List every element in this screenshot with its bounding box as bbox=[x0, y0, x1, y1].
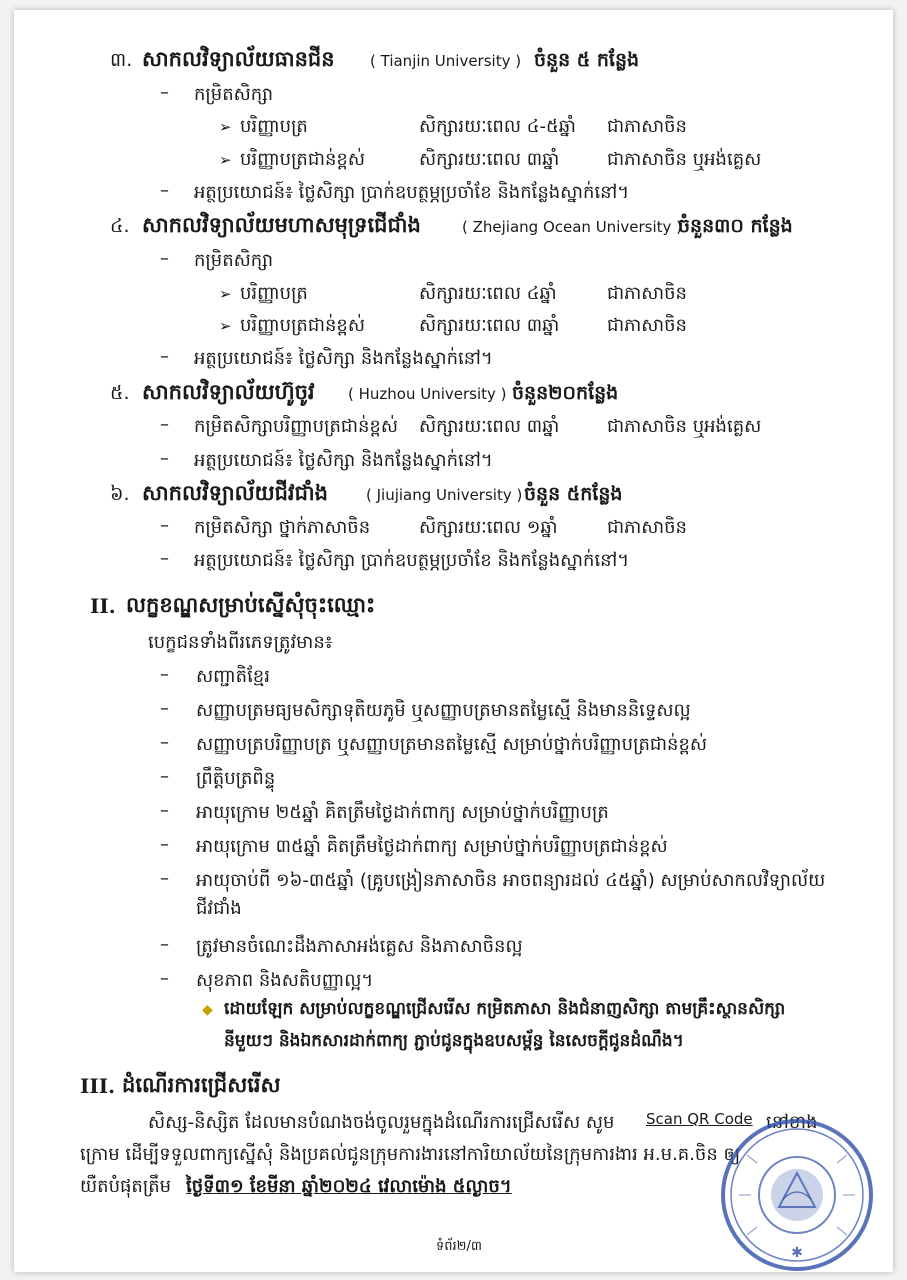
svg-text:✱: ✱ bbox=[791, 1245, 803, 1261]
uni4-row1-lang: ជាភាសាចិន bbox=[607, 283, 687, 304]
uni3-benefit: អត្ថប្រយោជន៍៖ ថ្លៃសិក្សា ប្រាក់ឧបត្ថម្ភប្រចាំខែ និងកន្លែងស្នាក់នៅ។ bbox=[194, 182, 630, 203]
uni3-row1-degree: បរិញ្ញាបត្រ bbox=[240, 116, 308, 137]
dash: – bbox=[160, 834, 169, 855]
section3-line1-c: នៅខាង bbox=[766, 1112, 818, 1133]
uni3-row1-lang: ជាភាសាចិន bbox=[607, 116, 687, 137]
section3-line1-a: សិស្ស-និស្សិត ដែលមានបំណងចង់ចូលរួមក្នុងដំណើរការជ្រើសរើស សូម bbox=[148, 1112, 615, 1133]
uni4-row1-degree: បរិញ្ញាបត្រ bbox=[240, 283, 308, 304]
dash: – bbox=[160, 766, 169, 787]
requirement-item: ត្រូវមានចំណេះដឹងភាសាអង់គ្លេស និងភាសាចិនល្អ bbox=[196, 936, 523, 957]
dash: – bbox=[160, 968, 169, 989]
dash: – bbox=[160, 82, 169, 103]
section2-title: លក្ខខណ្ឌសម្រាប់ស្នើសុំចុះឈ្មោះ bbox=[126, 593, 376, 617]
section3-line3-a: យឺតបំផុតត្រឹម bbox=[80, 1176, 172, 1197]
uni4-row1-duration: សិក្សារយៈពេល ៤ឆ្នាំ bbox=[419, 283, 557, 304]
uni5-name: សាកលវិទ្យាល័យហ៊ូចូវ bbox=[142, 380, 315, 404]
uni5-level-lang: ជាភាសាចិន ឬអង់គ្លេស bbox=[607, 416, 762, 437]
uni4-row2-duration: សិក្សារយៈពេល ៣ឆ្នាំ bbox=[419, 315, 560, 336]
document-page bbox=[14, 10, 893, 1272]
arrow-bullet-icon: ➢ bbox=[219, 317, 232, 335]
uni5-benefit: អត្ថប្រយោជន៍៖ ថ្លៃសិក្សា និងកន្លែងស្នាក់នៅ។ bbox=[194, 450, 493, 471]
uni3-name: សាកលវិទ្យាល័យធានជីន bbox=[142, 47, 335, 71]
arrow-bullet-icon: ➢ bbox=[219, 151, 232, 169]
uni6-level-label: កម្រិតសិក្សា ថ្នាក់ភាសាចិន bbox=[194, 517, 371, 538]
uni6-latin: ( Jiujiang University ) bbox=[366, 486, 523, 504]
uni4-number: ៤. bbox=[110, 215, 130, 237]
note-line-1: ដោយឡែក សម្រាប់លក្ខខណ្ឌជ្រើសរើស កម្រិតភាសា និងជំនាញសិក្សា តាមគ្រឹះស្ថានសិក្សា bbox=[224, 999, 786, 1019]
scan-qr-code-link[interactable]: Scan QR Code bbox=[646, 1110, 753, 1128]
section3-number: III. bbox=[80, 1074, 116, 1098]
uni3-row2-duration: សិក្សារយៈពេល ៣ឆ្នាំ bbox=[419, 149, 560, 170]
requirement-item: សុខភាព និងសតិបញ្ញាល្អ។ bbox=[196, 970, 374, 991]
uni5-level-duration: សិក្សារយៈពេល ៣ឆ្នាំ bbox=[419, 416, 560, 437]
deadline: ថ្ងៃទី៣១ ខែមីនា ឆ្នាំ២០២៤ វេលាម៉ោង ៥ល្ងាច។ bbox=[186, 1176, 512, 1197]
section2-number: II. bbox=[90, 594, 116, 618]
requirement-item: អាយុចាប់ពី ១៦-៣៥ឆ្នាំ (គ្រូបង្រៀនភាសាចិន អាចពន្យារដល់ ៤៥ឆ្នាំ) សម្រាប់សាកលវិទ្យាល័យ bbox=[196, 870, 826, 891]
uni6-count: ចំនួន ៥កន្លែង bbox=[524, 483, 623, 505]
requirement-item: សញ្ជាតិខ្មែរ bbox=[196, 666, 270, 687]
dash: – bbox=[160, 732, 169, 753]
note-bullet-icon: ◆ bbox=[202, 1002, 213, 1018]
dash: – bbox=[160, 515, 169, 536]
dash: – bbox=[160, 934, 169, 955]
uni3-number: ៣. bbox=[110, 49, 133, 71]
section2-intro: បេក្ខជនទាំងពីរភេទត្រូវមាន៖ bbox=[148, 632, 333, 653]
requirement-item: ព្រឹត្តិបត្រពិន្ទុ bbox=[196, 768, 276, 789]
page-number: ទំព័រ២/៣ bbox=[436, 1239, 482, 1254]
requirement-item-continued: ជីវជាំង bbox=[196, 898, 242, 919]
dash: – bbox=[160, 448, 169, 469]
uni5-number: ៥. bbox=[110, 382, 130, 404]
uni6-level-lang: ជាភាសាចិន bbox=[607, 517, 687, 538]
arrow-bullet-icon: ➢ bbox=[219, 118, 232, 136]
uni4-benefit: អត្ថប្រយោជន៍៖ ថ្លៃសិក្សា និងកន្លែងស្នាក់នៅ។ bbox=[194, 348, 493, 369]
arrow-bullet-icon: ➢ bbox=[219, 285, 232, 303]
section3-title: ដំណើរការជ្រើសរើស bbox=[122, 1073, 281, 1097]
uni4-latin: ( Zhejiang Ocean University ) bbox=[462, 218, 682, 236]
uni3-latin: ( Tianjin University ) bbox=[370, 52, 522, 70]
uni4-row2-degree: បរិញ្ញាបត្រជាន់ខ្ពស់ bbox=[240, 315, 365, 336]
dash: – bbox=[160, 698, 169, 719]
uni3-count: ចំនួន ៥ កន្លែង bbox=[534, 49, 640, 71]
official-stamp-icon bbox=[717, 1115, 877, 1275]
note-line-2: នីមួយៗ និងឯកសារដាក់ពាក្យ ភ្ជាប់ជូនក្នុងឧបសម្ព័ន្ធ នៃសេចក្តីជូនដំណឹង។ bbox=[224, 1031, 684, 1051]
uni4-name: សាកលវិទ្យាល័យមហាសមុទ្រជើជាំង bbox=[142, 213, 421, 237]
dash: – bbox=[160, 548, 169, 569]
requirement-item: សញ្ញាបត្របរិញ្ញាបត្រ ឬសញ្ញាបត្រមានតម្លៃស្មើ សម្រាប់ថ្នាក់បរិញ្ញាបត្រជាន់ខ្ពស់ bbox=[196, 734, 708, 755]
uni5-level-label: កម្រិតសិក្សាបរិញ្ញាបត្រជាន់ខ្ពស់ bbox=[194, 416, 398, 437]
dash: – bbox=[160, 664, 169, 685]
dash: – bbox=[160, 800, 169, 821]
dash: – bbox=[160, 180, 169, 201]
dash: – bbox=[160, 248, 169, 269]
uni4-count: ចំនួន៣០ កន្លែង bbox=[678, 215, 793, 237]
uni3-row1-duration: សិក្សារយៈពេល ៤-៥ឆ្នាំ bbox=[419, 116, 576, 137]
requirement-item: សញ្ញាបត្រមធ្យមសិក្សាទុតិយភូមិ ឬសញ្ញាបត្រមានតម្លៃស្មើ និងមាននិទ្ទេសល្អ bbox=[196, 700, 691, 721]
uni4-level-label: កម្រិតសិក្សា bbox=[194, 250, 274, 271]
uni5-count: ចំនួន២០កន្លែង bbox=[512, 382, 619, 404]
section3-line2: ក្រោម ដើម្បីទទួលពាក្យស្នើសុំ និងប្រគល់ជូនក្រុមការងារនៅការិយាល័យនៃក្រុមការងារ អ.ម.គ.ចិន ឲ្យ bbox=[80, 1144, 741, 1165]
uni6-level-duration: សិក្សារយៈពេល ១ឆ្នាំ bbox=[419, 517, 558, 538]
requirement-item: អាយុក្រោម ២៥ឆ្នាំ គិតត្រឹមថ្ងៃដាក់ពាក្យ សម្រាប់ថ្នាក់បរិញ្ញាបត្រ bbox=[196, 802, 609, 823]
uni3-row2-degree: បរិញ្ញាបត្រជាន់ខ្ពស់ bbox=[240, 149, 365, 170]
dash: – bbox=[160, 346, 169, 367]
requirement-item: អាយុក្រោម ៣៥ឆ្នាំ គិតត្រឹមថ្ងៃដាក់ពាក្យ សម្រាប់ថ្នាក់បរិញ្ញាបត្រជាន់ខ្ពស់ bbox=[196, 836, 668, 857]
uni3-level-label: កម្រិតសិក្សា bbox=[194, 84, 274, 105]
uni3-row2-lang: ជាភាសាចិន ឬអង់គ្លេស bbox=[607, 149, 762, 170]
uni6-benefit: អត្ថប្រយោជន៍៖ ថ្លៃសិក្សា ប្រាក់ឧបត្ថម្ភប្រចាំខែ និងកន្លែងស្នាក់នៅ។ bbox=[194, 550, 630, 571]
uni6-number: ៦. bbox=[110, 483, 130, 505]
dash: – bbox=[160, 414, 169, 435]
dash: – bbox=[160, 868, 169, 889]
uni5-latin: ( Huzhou University ) bbox=[348, 385, 507, 403]
uni6-name: សាកលវិទ្យាល័យជីវជាំង bbox=[142, 481, 328, 505]
uni4-row2-lang: ជាភាសាចិន bbox=[607, 315, 687, 336]
